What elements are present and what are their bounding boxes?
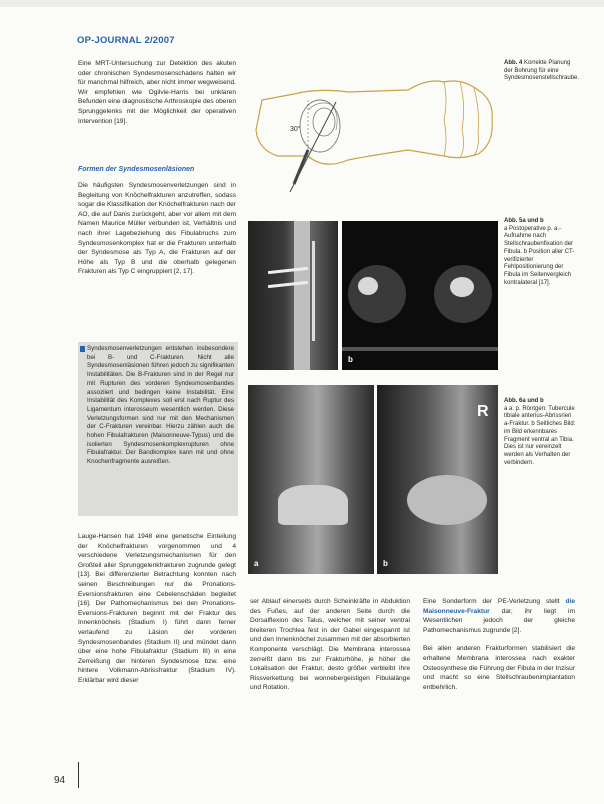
figure-6a-label: a (254, 559, 259, 568)
ct-left-limb (348, 265, 406, 323)
foot-outline-svg (248, 60, 498, 210)
figure-6-caption (504, 398, 576, 467)
col1-bottom-text (78, 532, 236, 686)
tibia-shadow (294, 221, 310, 370)
figure-6a-xray (248, 385, 374, 574)
other-fractures-paragraph: Bei allen anderen Frakturformen stabilisiert die erhaltene Membrana interossea nach exakter Osteosynthese die Führung der Fibula in der Inzisur und macht so eine Stellschraubenimplantation entbehrlich. (423, 645, 575, 691)
figure-5-caption-text: a Postoperative p. a.-Aufnahme nach Stellschraubenfixation der Fibula. b Position aller CT-verifizierter Fehlpositionierung der Fibula im Seitenvergleich kontralateral [17]. (504, 225, 575, 286)
col1-top-text (78, 59, 236, 126)
top-margin-strip (0, 0, 604, 7)
side-marker: R (477, 403, 489, 420)
maisonneuve-term: die Maisonneuve-Fraktur (423, 598, 575, 615)
highlight-box (78, 342, 238, 516)
highlight-box-text: Syndesmosenverletzungen entstehen insbesondere bei B- und C-Frakturen. Nicht alle Syndesmosenläsionen führen jedoch zu signifikanten Instabilitäten. Die B-Frakturen sind in der Regel nur mit Rupturen des vorderen Syndesmosenbandes assoziiert und bedingen keine Instabilität. Eine Instabilität des Komplexes soll erst nach Ruptur des Ligamentum interosseum wesentlich werden. Diese Verletzungsformen sind nur mit den Mechanismen der C-Frakturen vereinbar. Hierzu zählen auch die hohen Fibulafrakturen (Maisonneuve-Typus) und die isolierten Syndesmosenkomplexrupturen ohne Fibulafraktur. Der Bandkomplex kann mit und ohne Knochenfragmente ausreißen. (87, 345, 234, 466)
figure-4-caption (504, 60, 580, 83)
journal-header: OP-JOURNAL 2/2007 (77, 35, 175, 46)
talus-shadow (278, 485, 348, 525)
col3-bottom-text (423, 597, 575, 692)
figure-6-caption-title: Abb. 6a und b (504, 398, 544, 404)
figure-6b-label: b (383, 559, 388, 568)
section-heading: Formen der Syndesmosenläsionen (78, 166, 195, 173)
classification-paragraph: Die häufigsten Syndesmosenverletzungen sind in Begleitung von Knöchelfrakturen anzutreffen, sodass sogar die Klassifikation der Knöchelfrakturen nach der AO, die auf Danis zurückgeht, aber vor allem mit dem Namen Maurice Müller verbunden ist, Verhältnis und nach ihrer Lagebeziehung des Fibulabruchs zum Syndesmosenkomplex hat er die Frakturen unterhalb der Syndesmose als Typ A, die Frakturen auf der Höhe als Typ B und die oberhalb gelegenen Frakturen als Typ C eingruppiert [2, 17]. (78, 182, 236, 276)
figure-5-caption-title: Abb. 5a und b (504, 218, 544, 224)
figure-4-caption-text: Korrekte Planung der Bohrung für eine Syndesmosenstellschraube. (504, 60, 580, 82)
figure-5b-ct (342, 221, 498, 370)
figure-4-caption-title: Abb. 4 (504, 60, 523, 66)
col2-bottom-text (250, 597, 410, 693)
plate (312, 241, 315, 341)
figure-6b-xray (377, 385, 498, 574)
heel-shadow (407, 475, 487, 525)
col1-mid-text (78, 181, 236, 277)
page-divider (78, 762, 79, 788)
lauge-hansen-paragraph: Lauge-Hansen hat 1948 eine genetische Einteilung der Knöchelfrakturen vorgenommen und 4 verschiedene Verletzungsmechanismen für den Großteil aller Sprunggelenkfrakturen zugrunde gelegt [13]. Bei differenzierter Betrachtung konnten nach seinen Beschreibungen nur die Pronations-Eversionsfrakturen eine Cebelenschäden begleitet [16]. Der Pathomechanismus bei den Pronations-Eversions-Frakturen beginnt mit der Fraktur des Innenknöchels (Stadium I) führt dann ferner verlaufend zu Läsion der vorderen Syndesmosenbandes (Stadium II) und mündet dann über eine hohe Fibulafraktur (Stadium III) in eine Zerreißung der hinteren Syndesmose bzw. eine hintere Volkmann-Abrissfraktur (Stadium IV). Erklärbar wird dieser (78, 533, 236, 684)
figure-5a-xray (248, 221, 338, 370)
intro-paragraph: Eine MRT-Untersuchung zur Detektion des akuten oder chronischen Syndesmosenschadens halten wir für manchmal hilfreich, aber nicht immer wegweisend. Wir empfehlen wie Ogilvie-Harris bei unklaren Befunden eine diagnostische Arthroskopie des oberen Sprunggelenks mit der Möglichkeit der operativen Intervention [19]. (78, 60, 236, 125)
ct-table (342, 347, 498, 351)
figure-6-caption-text: a a. p. Röntgen: Tubercule tibiale anterius-Abrissrieri a-Fraktur. b Seitliches Bild: im Bild erkennbares Fragment ventral an Tibia. Dies ist nur vereinzelt werden als Verhalten der verbindern. (504, 405, 576, 466)
maisonneuve-paragraph: Eine Sonderform der PE-Verletzung stellt die Maisonneuve-Fraktur dar, ihr liegt im Wesentlichen jedoch der gleiche Pathomechanismus zugrunde [2]. (423, 598, 575, 634)
mechanism-paragraph: ser Ablauf einerseits durch Scheinkräfte in Abduktion des Fußes, auf der anderen Seite durch die Dorsalflexion des Talus, welcher mit seiner ventral breiteren Trochlea fest in der Gabel eingespannt ist und den Innenknöchel zusammen mit der absorbierten Komponente verschlägt. Die Membrana interossea zerreißt dann bis zur Frakturhöhe, je höher die Lokalisation der Fraktur, desto größer verbleibt ihre Rissverkettung bei wonnebergeistigen Fibulalänge und Rotation. (250, 598, 410, 692)
figure-5b-label: b (348, 355, 353, 364)
box-marker-icon (80, 346, 85, 352)
ct-left-bone (358, 277, 378, 295)
page-number: 94 (54, 775, 66, 786)
figure-4-foot-drawing (248, 60, 498, 210)
figure-5-caption (504, 218, 576, 287)
ct-right-bone (450, 277, 474, 297)
angle-label: 30° (290, 126, 301, 133)
